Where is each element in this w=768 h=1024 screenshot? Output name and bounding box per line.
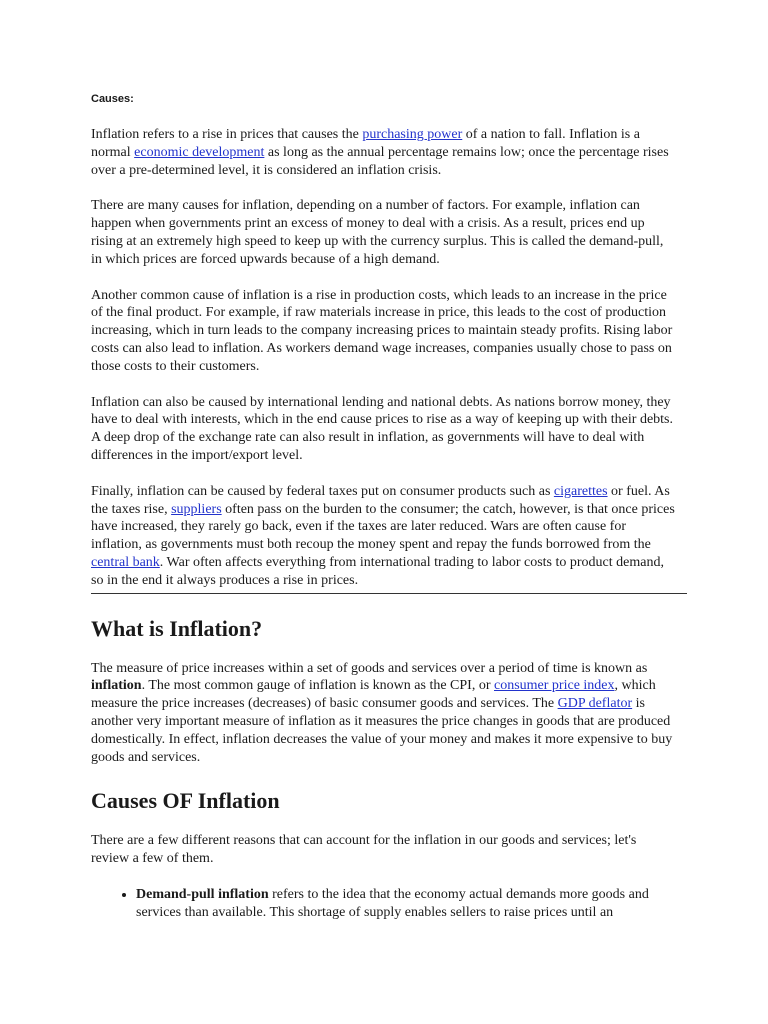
link-economic-development[interactable]: economic development xyxy=(134,144,265,160)
link-cigarettes[interactable]: cigarettes xyxy=(553,483,608,499)
paragraph-demand-pull: There are many causes for inflation, depending on a number of factors. For example, inflation can happen when governments print an excess of money to deal with a crisis. As a result, prices end up rising at an extremely high speed to keep up with the currency surplus. This is called the demand-pull, in which prices are forced upwards because of a high demand. xyxy=(91,198,664,267)
paragraph-lending-debts: Inflation can also be caused by international lending and national debts. As nations borrow money, they have to deal with interests, which in the end cause prices to rise as a way of keeping up with their debts. A deep drop of the exchange rate can also result in inflation, as governments will have to deal with differences in the import/export level. xyxy=(91,394,673,463)
causes-label: Causes: xyxy=(91,93,134,105)
paragraph-taxes-wars: Finally, inflation can be caused by federal taxes put on consumer products such as cigarettes or fuel. As the taxes rise, suppliers often pass on the burden to the consumer; the catch, however, is that once prices have increased, they rarely go back, even if the taxes are later reduced. Wars are often cause for inflation, as governments must both recoup the money spent and repay the funds borrowed from the central bank. War often affects everything from international trading to labor costs to product demand, so in the end it always produces a rise in prices. xyxy=(91,483,675,588)
document-content xyxy=(91,93,677,922)
bold-demand-pull-inflation: Demand-pull inflation xyxy=(136,886,269,902)
heading-what-is-inflation: What is Inflation? xyxy=(91,615,263,641)
bold-inflation: inflation xyxy=(91,678,142,694)
link-purchasing-power[interactable]: purchasing power xyxy=(362,127,463,142)
paragraph-production-costs: Another common cause of inflation is a rise in production costs, which leads to an increase in the price of the final product. For example, if raw materials increase in price, this leads to the cost of production increasing, which in turn leads to the company increasing prices to maintain steady profits. Rising labor costs can also lead to inflation. As workers demand wage increases, companies usually chose to pass on those costs to their customers. xyxy=(91,287,673,374)
paragraph-definition: Inflation refers to a rise in prices that causes the purchasing power of a nation to fall. Inflation is a normal economic development as long as the annual percentage remains low; once the percentage rises over a pre-determined level, it is considered an inflation crisis. xyxy=(91,127,669,178)
link-central-bank[interactable]: central bank xyxy=(91,554,160,570)
causes-list xyxy=(91,886,677,922)
link-gdp-deflator[interactable]: GDP deflator xyxy=(557,696,633,712)
paragraph-reasons: There are a few different reasons that can account for the inflation in our goods and services; let's review a few of them. xyxy=(91,833,637,867)
heading-causes-of-inflation: Causes OF Inflation xyxy=(91,788,280,814)
link-suppliers[interactable]: suppliers xyxy=(171,501,222,517)
paragraph-measure: The measure of price increases within a set of goods and services over a period of time is known as inflation. The most common gauge of inflation is known as the CPI, or consumer price index, which measure the price increases (decreases) of basic consumer goods and services. The GDP deflator is another very important measure of inflation as it measures the price changes in goods that are produced domestically. In effect, inflation decreases the value of your money and makes it more expensive to buy goods and services. xyxy=(91,660,673,765)
link-consumer-price-index[interactable]: consumer price index xyxy=(494,678,615,694)
list-item: • Demand-pull inflation refers to the idea that the economy actual demands more goods and services than available. This shortage of supply enables sellers to raise prices until an xyxy=(136,886,677,922)
section-divider xyxy=(91,593,687,594)
